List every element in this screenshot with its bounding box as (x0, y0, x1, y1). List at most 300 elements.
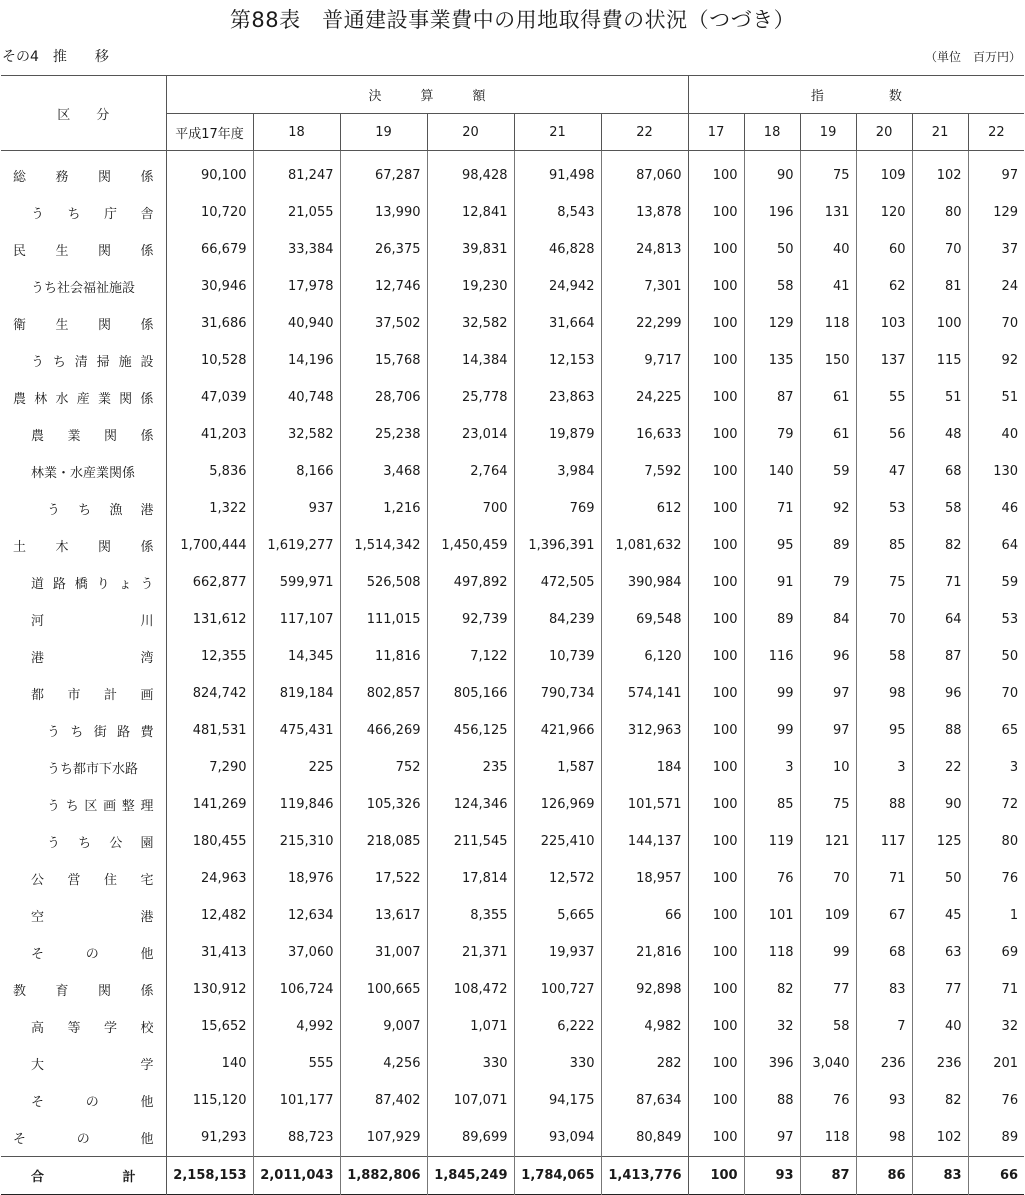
index-cell: 40 (968, 416, 1024, 453)
header-index-year: 21 (912, 114, 968, 151)
index-cell: 60 (856, 231, 912, 268)
amount-cell: 11,816 (340, 638, 427, 675)
amount-cell: 8,166 (253, 453, 340, 490)
index-cell: 93 (856, 1082, 912, 1119)
amount-cell: 119,846 (253, 786, 340, 823)
index-cell: 135 (744, 342, 800, 379)
amount-cell: 235 (427, 749, 514, 786)
amount-cell: 32,582 (427, 305, 514, 342)
index-cell: 50 (744, 231, 800, 268)
row-label-cell (1, 749, 166, 786)
index-cell: 32 (968, 1008, 1024, 1045)
index-cell: 45 (912, 897, 968, 934)
index-cell: 100 (688, 1045, 744, 1082)
amount-cell: 225,410 (514, 823, 601, 860)
amount-cell: 1,450,459 (427, 527, 514, 564)
index-cell: 75 (800, 151, 856, 195)
index-cell: 129 (968, 194, 1024, 231)
amount-cell: 28,706 (340, 379, 427, 416)
index-cell: 70 (968, 305, 1024, 342)
table-row (1, 490, 1024, 527)
index-cell: 3 (744, 749, 800, 786)
index-cell: 82 (912, 1082, 968, 1119)
amount-cell: 130,912 (166, 971, 253, 1008)
index-cell: 70 (968, 675, 1024, 712)
amount-cell: 421,966 (514, 712, 601, 749)
amount-cell: 100,727 (514, 971, 601, 1008)
table-row (1, 1082, 1024, 1119)
index-cell: 91 (744, 564, 800, 601)
row-label: 林業・水産業関係 (31, 466, 136, 481)
amount-cell: 18,957 (601, 860, 688, 897)
amount-cell: 12,634 (253, 897, 340, 934)
amount-cell: 47,039 (166, 379, 253, 416)
amount-cell: 81,247 (253, 151, 340, 195)
header-category: 区 分 (1, 76, 166, 151)
amount-cell: 25,238 (340, 416, 427, 453)
row-label: 衛 生 関 係 (13, 318, 154, 333)
row-label: う ち 庁 舎 (31, 207, 154, 222)
index-cell: 99 (744, 712, 800, 749)
index-cell: 100 (688, 305, 744, 342)
row-label: 農 林 水 産 業 関 係 (13, 392, 154, 407)
row-label-cell (1, 1008, 166, 1045)
amount-cell: 1,322 (166, 490, 253, 527)
index-cell: 84 (800, 601, 856, 638)
amount-cell: 466,269 (340, 712, 427, 749)
row-label-cell (1, 638, 166, 675)
amount-cell: 91,293 (166, 1119, 253, 1157)
amount-cell: 66,679 (166, 231, 253, 268)
amount-cell: 481,531 (166, 712, 253, 749)
index-cell: 22 (912, 749, 968, 786)
index-cell: 47 (856, 453, 912, 490)
amount-cell: 1,413,776 (601, 1157, 688, 1195)
amount-cell: 225 (253, 749, 340, 786)
header-index-year: 22 (968, 114, 1024, 151)
row-label: 道 路 橋 り ょ う (31, 577, 154, 592)
table-row (1, 638, 1024, 675)
amount-cell: 612 (601, 490, 688, 527)
index-cell: 58 (856, 638, 912, 675)
amount-cell: 526,508 (340, 564, 427, 601)
total-row (1, 1157, 1024, 1195)
amount-cell: 144,137 (601, 823, 688, 860)
row-label: 河 川 (31, 614, 154, 629)
table-row (1, 1008, 1024, 1045)
header-index-year: 18 (744, 114, 800, 151)
index-cell: 90 (912, 786, 968, 823)
amount-cell: 19,230 (427, 268, 514, 305)
amount-cell: 7,122 (427, 638, 514, 675)
unit-note: （単位 百万円） (924, 50, 1021, 64)
table-row (1, 712, 1024, 749)
amount-cell: 91,498 (514, 151, 601, 195)
index-cell: 196 (744, 194, 800, 231)
amount-cell: 108,472 (427, 971, 514, 1008)
row-label-cell (1, 786, 166, 823)
index-cell: 236 (856, 1045, 912, 1082)
amount-cell: 12,482 (166, 897, 253, 934)
table-row (1, 1045, 1024, 1082)
amount-cell: 282 (601, 1045, 688, 1082)
index-cell: 100 (688, 490, 744, 527)
amount-cell: 10,739 (514, 638, 601, 675)
amount-cell: 13,878 (601, 194, 688, 231)
amount-cell: 330 (514, 1045, 601, 1082)
index-cell: 70 (800, 860, 856, 897)
amount-cell: 17,522 (340, 860, 427, 897)
amount-cell: 17,978 (253, 268, 340, 305)
amount-cell: 39,831 (427, 231, 514, 268)
index-cell: 68 (856, 934, 912, 971)
amount-cell: 790,734 (514, 675, 601, 712)
amount-cell: 40,748 (253, 379, 340, 416)
index-cell: 82 (744, 971, 800, 1008)
table-row (1, 379, 1024, 416)
index-cell: 32 (744, 1008, 800, 1045)
index-cell: 37 (968, 231, 1024, 268)
index-cell: 89 (800, 527, 856, 564)
index-cell: 100 (688, 638, 744, 675)
amount-cell: 140 (166, 1045, 253, 1082)
index-cell: 97 (744, 1119, 800, 1157)
row-label: う ち 漁 港 (47, 503, 154, 518)
index-cell: 40 (800, 231, 856, 268)
index-cell: 64 (912, 601, 968, 638)
amount-cell: 1,514,342 (340, 527, 427, 564)
amount-cell: 3,468 (340, 453, 427, 490)
amount-cell: 22,299 (601, 305, 688, 342)
amount-cell: 14,384 (427, 342, 514, 379)
amount-cell: 117,107 (253, 601, 340, 638)
amount-cell: 115,120 (166, 1082, 253, 1119)
row-label-cell (1, 268, 166, 305)
index-cell: 95 (856, 712, 912, 749)
index-cell: 116 (744, 638, 800, 675)
amount-cell: 5,836 (166, 453, 253, 490)
index-cell: 24 (968, 268, 1024, 305)
header-amount-year: 20 (427, 114, 514, 151)
index-cell: 97 (800, 675, 856, 712)
table-row (1, 453, 1024, 490)
index-cell: 87 (912, 638, 968, 675)
index-cell: 79 (744, 416, 800, 453)
amount-cell: 66 (601, 897, 688, 934)
table-row (1, 1119, 1024, 1157)
row-label-cell (1, 675, 166, 712)
amount-cell: 90,100 (166, 151, 253, 195)
amount-cell: 105,326 (340, 786, 427, 823)
row-label: 民 生 関 係 (13, 244, 154, 259)
index-cell: 7 (856, 1008, 912, 1045)
amount-cell: 67,287 (340, 151, 427, 195)
amount-cell: 599,971 (253, 564, 340, 601)
amount-cell: 107,071 (427, 1082, 514, 1119)
index-cell: 100 (688, 416, 744, 453)
index-cell: 58 (744, 268, 800, 305)
table-row (1, 151, 1024, 195)
index-cell: 92 (968, 342, 1024, 379)
amount-cell: 141,269 (166, 786, 253, 823)
row-label: 土 木 関 係 (13, 540, 154, 555)
amount-cell: 8,355 (427, 897, 514, 934)
index-cell: 77 (800, 971, 856, 1008)
amount-cell: 13,990 (340, 194, 427, 231)
amount-cell: 1,587 (514, 749, 601, 786)
amount-cell: 180,455 (166, 823, 253, 860)
amount-cell: 475,431 (253, 712, 340, 749)
table-row (1, 268, 1024, 305)
index-cell: 90 (744, 151, 800, 195)
amount-cell: 31,413 (166, 934, 253, 971)
amount-cell: 92,739 (427, 601, 514, 638)
amount-cell: 106,724 (253, 971, 340, 1008)
index-cell: 41 (800, 268, 856, 305)
table-row (1, 934, 1024, 971)
amount-cell: 24,942 (514, 268, 601, 305)
index-cell: 109 (856, 151, 912, 195)
row-label-cell (1, 971, 166, 1008)
row-label-cell (1, 712, 166, 749)
header-index: 指 数 (688, 76, 1024, 114)
index-cell: 75 (800, 786, 856, 823)
index-cell: 101 (744, 897, 800, 934)
table-row (1, 231, 1024, 268)
index-cell: 100 (688, 1008, 744, 1045)
amount-cell: 15,768 (340, 342, 427, 379)
row-label-cell (1, 823, 166, 860)
amount-cell: 21,055 (253, 194, 340, 231)
index-cell: 117 (856, 823, 912, 860)
index-cell: 100 (688, 897, 744, 934)
index-cell: 121 (800, 823, 856, 860)
amount-cell: 84,239 (514, 601, 601, 638)
row-label: 都 市 計 画 (31, 688, 154, 703)
page-title: 第88表 普通建設事業費中の用地取得費の状況（つづき） (229, 8, 796, 32)
amount-cell: 6,222 (514, 1008, 601, 1045)
row-label-cell (1, 416, 166, 453)
index-cell: 93 (744, 1157, 800, 1195)
index-cell: 88 (856, 786, 912, 823)
index-cell: 92 (800, 490, 856, 527)
amount-cell: 10,528 (166, 342, 253, 379)
index-cell: 85 (856, 527, 912, 564)
amount-cell: 23,014 (427, 416, 514, 453)
index-cell: 129 (744, 305, 800, 342)
index-cell: 61 (800, 416, 856, 453)
amount-cell: 41,203 (166, 416, 253, 453)
index-cell: 102 (912, 151, 968, 195)
amount-cell: 1,081,632 (601, 527, 688, 564)
index-cell: 71 (856, 860, 912, 897)
index-cell: 118 (744, 934, 800, 971)
amount-cell: 184 (601, 749, 688, 786)
index-cell: 89 (968, 1119, 1024, 1157)
amount-cell: 40,940 (253, 305, 340, 342)
index-cell: 40 (912, 1008, 968, 1045)
index-cell: 80 (968, 823, 1024, 860)
index-cell: 66 (968, 1157, 1024, 1195)
amount-cell: 7,592 (601, 453, 688, 490)
amount-cell: 1,882,806 (340, 1157, 427, 1195)
amount-cell: 111,015 (340, 601, 427, 638)
index-cell: 46 (968, 490, 1024, 527)
amount-cell: 4,992 (253, 1008, 340, 1045)
index-cell: 58 (912, 490, 968, 527)
table-row (1, 342, 1024, 379)
index-cell: 76 (744, 860, 800, 897)
amount-cell: 124,346 (427, 786, 514, 823)
index-cell: 70 (856, 601, 912, 638)
index-cell: 56 (856, 416, 912, 453)
amount-cell: 2,158,153 (166, 1157, 253, 1195)
row-label-cell (1, 1045, 166, 1082)
amount-cell: 5,665 (514, 897, 601, 934)
index-cell: 59 (800, 453, 856, 490)
index-cell: 53 (856, 490, 912, 527)
amount-cell: 46,828 (514, 231, 601, 268)
amount-cell: 24,813 (601, 231, 688, 268)
index-cell: 51 (968, 379, 1024, 416)
header-settlement-amount: 決 算 額 (166, 76, 688, 114)
row-label: そ の 他 (31, 947, 154, 962)
amount-cell: 1,784,065 (514, 1157, 601, 1195)
index-cell: 62 (856, 268, 912, 305)
index-cell: 118 (800, 1119, 856, 1157)
row-label-cell (1, 194, 166, 231)
amount-cell: 456,125 (427, 712, 514, 749)
index-cell: 51 (912, 379, 968, 416)
index-cell: 3 (856, 749, 912, 786)
index-cell: 109 (800, 897, 856, 934)
amount-cell: 80,849 (601, 1119, 688, 1157)
land-acquisition-table (1, 75, 1024, 1195)
row-label-cell (1, 860, 166, 897)
row-label-cell (1, 305, 166, 342)
amount-cell: 390,984 (601, 564, 688, 601)
index-cell: 76 (968, 860, 1024, 897)
table-row (1, 749, 1024, 786)
amount-cell: 15,652 (166, 1008, 253, 1045)
row-label-cell (1, 527, 166, 564)
index-cell: 201 (968, 1045, 1024, 1082)
amount-cell: 218,085 (340, 823, 427, 860)
index-cell: 70 (912, 231, 968, 268)
index-cell: 65 (968, 712, 1024, 749)
amount-cell: 9,717 (601, 342, 688, 379)
index-cell: 120 (856, 194, 912, 231)
index-cell: 67 (856, 897, 912, 934)
index-cell: 3,040 (800, 1045, 856, 1082)
table-row (1, 971, 1024, 1008)
index-cell: 100 (688, 231, 744, 268)
row-label: 港 湾 (31, 651, 154, 666)
amount-cell: 30,946 (166, 268, 253, 305)
amount-cell: 555 (253, 1045, 340, 1082)
index-cell: 59 (968, 564, 1024, 601)
amount-cell: 211,545 (427, 823, 514, 860)
amount-cell: 7,290 (166, 749, 253, 786)
row-label-cell (1, 1119, 166, 1157)
amount-cell: 752 (340, 749, 427, 786)
index-cell: 100 (688, 712, 744, 749)
amount-cell: 472,505 (514, 564, 601, 601)
index-cell: 87 (744, 379, 800, 416)
index-cell: 140 (744, 453, 800, 490)
index-cell: 96 (912, 675, 968, 712)
table-row (1, 564, 1024, 601)
amount-cell: 3,984 (514, 453, 601, 490)
header-amount-year: 22 (601, 114, 688, 151)
index-cell: 68 (912, 453, 968, 490)
amount-cell: 9,007 (340, 1008, 427, 1045)
amount-cell: 94,175 (514, 1082, 601, 1119)
table-row (1, 416, 1024, 453)
index-cell: 100 (688, 564, 744, 601)
index-cell: 97 (800, 712, 856, 749)
table-row (1, 897, 1024, 934)
index-cell: 58 (800, 1008, 856, 1045)
index-cell: 115 (912, 342, 968, 379)
index-cell: 71 (744, 490, 800, 527)
index-cell: 131 (800, 194, 856, 231)
row-label-cell (1, 342, 166, 379)
row-label-cell (1, 151, 166, 195)
index-cell: 61 (800, 379, 856, 416)
row-label-cell (1, 601, 166, 638)
amount-cell: 1,396,391 (514, 527, 601, 564)
index-cell: 95 (744, 527, 800, 564)
index-cell: 102 (912, 1119, 968, 1157)
index-cell: 71 (968, 971, 1024, 1008)
index-cell: 125 (912, 823, 968, 860)
amount-cell: 24,963 (166, 860, 253, 897)
amount-cell: 12,746 (340, 268, 427, 305)
amount-cell: 574,141 (601, 675, 688, 712)
amount-cell: 14,196 (253, 342, 340, 379)
row-label-cell (1, 1157, 166, 1195)
amount-cell: 87,402 (340, 1082, 427, 1119)
header-amount-year: 平成17年度 (166, 114, 253, 151)
table-row (1, 601, 1024, 638)
amount-cell: 12,572 (514, 860, 601, 897)
index-cell: 118 (800, 305, 856, 342)
table-row (1, 527, 1024, 564)
index-cell: 63 (912, 934, 968, 971)
index-cell: 100 (688, 786, 744, 823)
index-cell: 100 (912, 305, 968, 342)
index-cell: 77 (912, 971, 968, 1008)
index-cell: 100 (688, 934, 744, 971)
index-cell: 88 (744, 1082, 800, 1119)
index-cell: 85 (744, 786, 800, 823)
amount-cell: 33,384 (253, 231, 340, 268)
amount-cell: 101,177 (253, 1082, 340, 1119)
index-cell: 50 (912, 860, 968, 897)
row-label: 空 港 (31, 910, 154, 925)
index-cell: 83 (856, 971, 912, 1008)
row-label: 総 務 関 係 (13, 170, 154, 185)
amount-cell: 10,720 (166, 194, 253, 231)
index-cell: 100 (688, 860, 744, 897)
row-label: うち社会福祉施設 (31, 281, 136, 296)
amount-cell: 4,256 (340, 1045, 427, 1082)
amount-cell: 662,877 (166, 564, 253, 601)
index-cell: 137 (856, 342, 912, 379)
header-amount-year: 19 (340, 114, 427, 151)
amount-cell: 31,007 (340, 934, 427, 971)
